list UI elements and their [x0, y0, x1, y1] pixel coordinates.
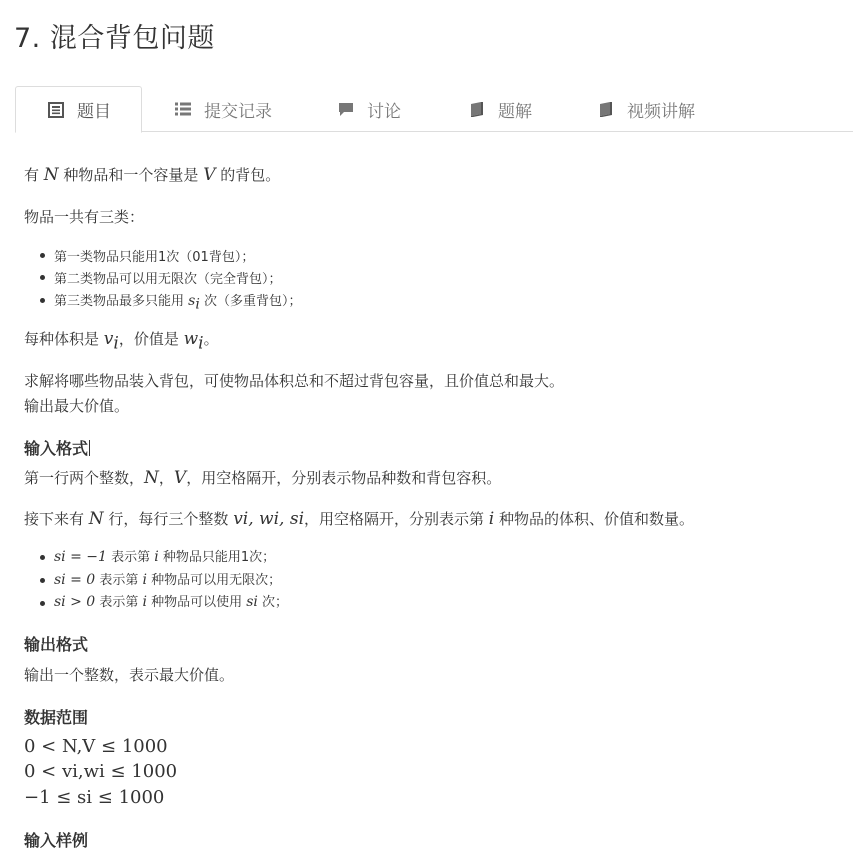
data-range-heading: 数据范围: [24, 708, 89, 727]
text: 次；: [257, 595, 289, 610]
goal-text: 求解将哪些物品装入背包，可使物品体积总和不超过背包容量，且价值总和最大。: [24, 372, 565, 390]
list-doc-icon: [47, 101, 65, 119]
list-icon: [174, 100, 192, 118]
heading-text: 输入格式: [24, 439, 89, 458]
math-var: V: [203, 165, 216, 185]
math-expr: si: [246, 594, 258, 610]
math-var: i: [154, 549, 159, 565]
text: 次（多重背包）；: [199, 294, 302, 309]
tab-label: 提交记录: [204, 101, 272, 122]
tab-solutions[interactable]: [468, 86, 532, 132]
tab-label: 题目: [77, 102, 111, 122]
tab-video[interactable]: [597, 86, 695, 132]
output-format-heading: 输出格式: [24, 635, 89, 654]
tab-problem[interactable]: [15, 86, 142, 133]
text: 种物品可以用无限次；: [146, 573, 282, 588]
tab-label: 题解: [498, 101, 532, 122]
goal-text-2: 输出最大价值。: [24, 397, 130, 415]
text: ，用空格隔开，分别表示物品种数和背包容积。: [186, 469, 502, 487]
math-expr: si = −1: [54, 549, 107, 565]
text: ，用空格隔开，分别表示第: [304, 510, 489, 528]
math-var: s: [188, 293, 196, 309]
text: 有: [24, 166, 44, 184]
math-var: N: [144, 468, 159, 488]
text: 表示第: [95, 595, 143, 610]
sample-input-heading: 输入样例: [24, 831, 89, 850]
tab-label: 视频讲解: [627, 101, 695, 122]
range-line: 0 < N,V ≤ 1000: [24, 736, 168, 757]
list-item: 第二类物品可以用无限次（完全背包）；: [54, 272, 282, 287]
text: ，: [158, 469, 174, 487]
math-var: i: [142, 572, 147, 588]
bullet: [40, 275, 45, 280]
comment-icon: [337, 100, 355, 118]
math-var: w: [183, 329, 199, 349]
text: 每种体积是: [24, 330, 104, 348]
math-expr: si = 0: [54, 572, 96, 588]
types-title: 物品一共有三类：: [24, 208, 145, 226]
text-caret: [89, 440, 90, 456]
text: 表示第: [95, 573, 143, 588]
tab-submissions[interactable]: [174, 86, 272, 132]
range-line: −1 ≤ si ≤ 1000: [24, 787, 165, 808]
list-item: [54, 546, 275, 565]
tab-label: 讨论: [367, 101, 401, 122]
input-line-1: [24, 467, 501, 488]
book-icon: [468, 100, 486, 118]
input-line-2: [24, 508, 694, 529]
list-item: [54, 290, 302, 313]
text: 行，每行三个整数: [103, 510, 234, 528]
math-var: V: [173, 468, 187, 488]
text: 种物品可以使用: [146, 595, 247, 610]
math-sub: i: [113, 333, 119, 354]
text: 种物品只能用1次；: [158, 550, 276, 565]
math-var: i: [142, 594, 147, 610]
bullet: [40, 298, 45, 303]
text: 的背包。: [215, 166, 281, 184]
bullet: [40, 601, 45, 606]
input-format-heading: [24, 436, 90, 459]
output-text: 输出一个整数，表示最大价值。: [24, 666, 235, 684]
page-title: 7. 混合背包问题: [14, 23, 215, 54]
text: ，价值是: [118, 330, 184, 348]
text: 种物品和一个容量是: [58, 166, 204, 184]
list-item: [54, 569, 281, 588]
math-sub: i: [195, 296, 200, 313]
math-var: i: [488, 509, 495, 529]
tab-bar: [15, 86, 853, 132]
volume-value-text: [24, 328, 219, 354]
math-var: N: [43, 165, 59, 185]
text: 。: [203, 330, 219, 348]
math-expr: si > 0: [54, 594, 96, 610]
text: 表示第: [106, 550, 155, 565]
bullet: [40, 253, 45, 258]
text: 第三类物品最多只能用: [54, 294, 185, 309]
list-item: [54, 591, 288, 610]
math-sub: i: [198, 333, 204, 354]
text: 种物品的体积、价值和数量。: [494, 510, 695, 528]
intro-text: [24, 164, 280, 185]
list-item: 第一类物品只能用1次（01背包）；: [54, 250, 255, 265]
bullet: [40, 578, 45, 583]
math-var: v: [103, 329, 114, 349]
tab-discussion[interactable]: [337, 86, 401, 132]
range-line: 0 < vi,wi ≤ 1000: [24, 761, 178, 782]
math-var: N: [88, 509, 104, 529]
text: 接下来有: [24, 510, 89, 528]
text: 第一行两个整数，: [24, 469, 145, 487]
bullet: [40, 555, 45, 560]
book-icon: [597, 100, 615, 118]
math-expr: vi, wi, si: [233, 509, 305, 529]
